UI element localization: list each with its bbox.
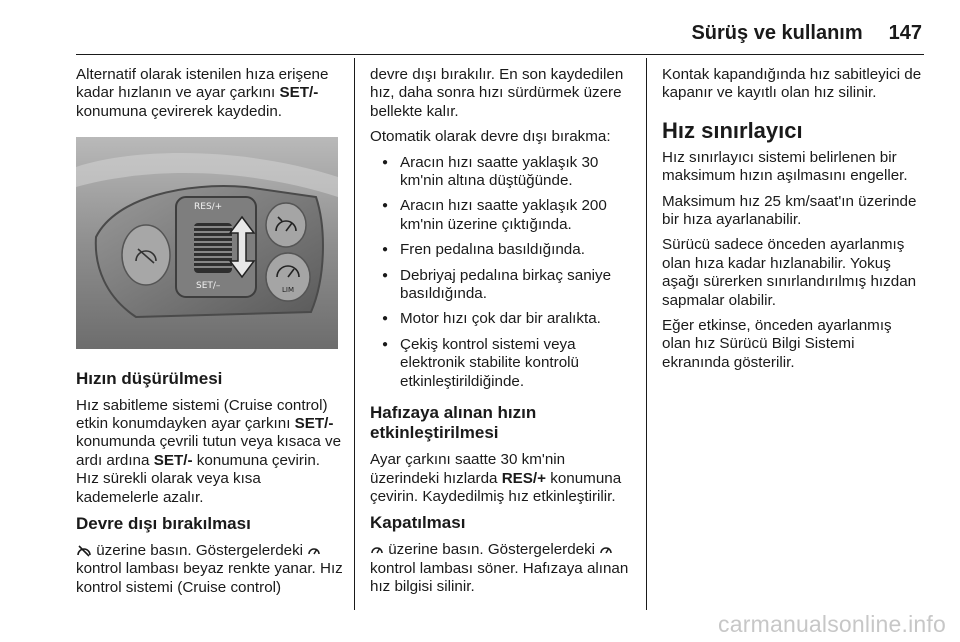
auto-deactivation-list <box>370 154 638 391</box>
list-item: ● Motor hızı çok dar bir aralıkta. <box>370 310 638 328</box>
column-divider-1 <box>354 58 355 610</box>
set-label: SET/– <box>196 281 221 292</box>
header-rule <box>76 54 924 55</box>
steering-wheel-controls-figure <box>76 137 338 349</box>
col2-paragraph-2: Otomatik olarak devre dışı bırakma: <box>370 128 611 146</box>
list-item: ● Debriyaj pedalına birkaç saniye basıldığında. <box>370 267 638 304</box>
page-number: 147 <box>888 22 922 44</box>
list-item: ● Aracın hızı saatte yaklaşık 30 km'nin altına düştüğünde. <box>370 154 638 191</box>
col2-paragraph-1: devre dışı bırakılır. En son kaydedilen hız, daha sonra hızı sürdürmek üzere bellekte kalır. <box>370 66 624 120</box>
column-2 <box>370 66 638 604</box>
col3-paragraph-1: Kontak kapandığında hız sabitleyici de kapanır ve kayıtlı olan hız silinir. <box>662 66 922 102</box>
cruise-indicator-icon <box>307 543 321 557</box>
list-item: ● Çekiş kontrol sistemi veya elektronik stabilite kontrolü etkinleştirildiğinde. <box>370 336 638 391</box>
col3-paragraph-2: Hız sınırlayıcı sistemi belirlenen bir maksimum hızın aşılmasını engeller. <box>662 148 908 185</box>
cancel-cruise-icon <box>76 543 92 557</box>
col3-paragraph-5: Eğer etkinse, önceden ayarlanmış olan hız Sürücü Bilgi Sistemi ekranında gösterilir. <box>662 317 892 371</box>
heading-switch-off: Kapatılması <box>370 513 466 533</box>
page-header <box>691 22 922 45</box>
deactivation-paragraph: üzerine basın. Göstergelerdeki kontrol lambası beyaz renkte yanar. Hız kontrol sistemi (Cruise control) <box>76 542 343 596</box>
list-item: ● Fren pedalına basıldığında. <box>370 241 638 259</box>
header-title: Sürüş ve kullanım <box>691 22 863 44</box>
col3-paragraph-4: Sürücü sadece önceden ayarlanmış olan hıza kadar hızlanabilir. Yokuş aşağı sürerken sınırlandırılmış hızdan sapmalar olabilir. <box>662 236 917 309</box>
switch-off-paragraph: üzerine basın. Göstergelerdeki kontrol lambası söner. Hafızaya alınan hız bilgisi silinir. <box>370 541 629 596</box>
cruise-button-icon <box>370 542 384 556</box>
lim-label: LIM <box>282 286 295 295</box>
cruise-button <box>266 203 306 247</box>
intro-paragraph: Alternatif olarak istenilen hıza erişene kadar hızlanın ve ayar çarkını SET/- konumuna çevirerek kaydedin. <box>76 66 329 120</box>
adjuster-wheel <box>194 223 232 273</box>
column-1 <box>76 66 346 604</box>
list-item: ● Aracın hızı saatte yaklaşık 200 km'nin üzerine çıktığında. <box>370 197 638 234</box>
watermark: carmanualsonline.info <box>718 611 946 637</box>
heading-deactivation: Devre dışı bırakılması <box>76 514 251 534</box>
heading-speed-reduction: Hızın düşürülmesi <box>76 368 223 388</box>
heading-resume-speed: Hafızaya alınan hızın etkinleştirilmesi <box>370 403 537 443</box>
cruise-indicator-icon <box>599 542 613 556</box>
column-3 <box>662 66 924 379</box>
col3-paragraph-3: Maksimum hız 25 km/saat'ın üzerinde bir hıza ayarlanabilir. <box>662 192 917 229</box>
column-divider-2 <box>646 58 647 610</box>
speed-reduction-paragraph: Hız sabitleme sistemi (Cruise control) etkin konumdayken ayar çarkını SET/- konumunda çevrili tutun veya kısaca ve ardı ardına SET/- konumuna çevirin. Hız sürekli olarak veya kısa kademelerle azalır. <box>76 396 342 506</box>
resume-paragraph: Ayar çarkını saatte 30 km'nin üzerindeki hızlarda RES/+ konumuna çevirin. Kaydedilmiş hız etkinleştirilir. <box>370 451 622 505</box>
heading-speed-limiter: Hız sınırlayıcı <box>662 117 803 143</box>
res-label: RES/+ <box>194 202 223 213</box>
